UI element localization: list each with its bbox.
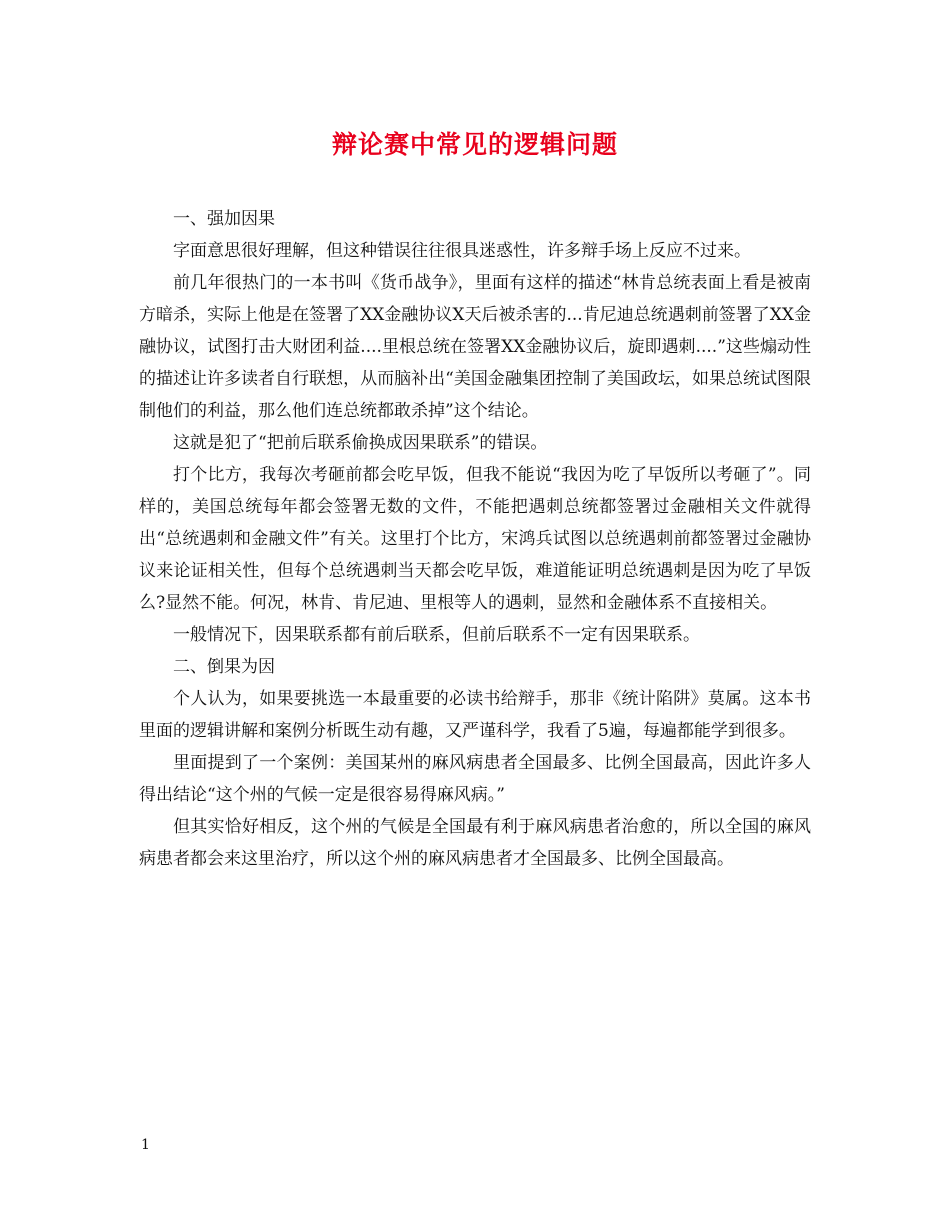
paragraph: 个人认为，如果要挑选一本最重要的必读书给辩手，那非《统计陷阱》莫属。这本书里面的逻辑讲解和案例分析既生动有趣，又严谨科学，我看了5遍，每遍都能学到很多。 xyxy=(139,689,811,741)
paragraph: 里面提到了一个案例：美国某州的麻风病患者全国最多、比例全国最高，因此许多人得出结论“这个州的气候一定是很容易得麻风病。” xyxy=(139,753,811,805)
section-heading-1: 一、强加因果 xyxy=(173,209,275,229)
section-heading-2: 二、倒果为因 xyxy=(173,657,275,677)
paragraph: 字面意思很好理解，但这种错误往往很具迷惑性，许多辩手场上反应不过来。 xyxy=(173,241,751,261)
document-title: 辩论赛中常见的逻辑问题 xyxy=(331,130,618,159)
paragraph: 前几年很热门的一本书叫《货币战争》，里面有这样的描述“林肯总统表面上看是被南方暗杀，实际上他是在签署了XX金融协议X天后被杀害的...肯尼迪总统遇刺前签署了XX金融协议，试图打击大财团利益....里根总统在签署XX金融协议后，旋即遇刺....”这些煽动性的描述让许多读者自行联想，从而脑补出“美国金融集团控制了美国政坛，如果总统试图限制他们的利益，那么他们连总统都敢杀掉”这个结论。 xyxy=(139,273,811,421)
paragraph: 打个比方，我每次考砸前都会吃早饭，但我不能说“我因为吃了早饭所以考砸了”。同样的，美国总统每年都会签署无数的文件，不能把遇刺总统都签署过金融相关文件就得出“总统遇刺和金融文件”有关。这里打个比方，宋鸿兵试图以总统遇刺前都签署过金融协议来论证相关性，但每个总统遇刺当天都会吃早饭，难道能证明总统遇刺是因为吃了早饭么?显然不能。何况，林肯、肯尼迪、里根等人的遇刺，显然和金融体系不直接相关。 xyxy=(139,465,811,613)
page-number: 1 xyxy=(141,1137,150,1153)
paragraph: 这就是犯了“把前后联系偷换成因果联系”的错误。 xyxy=(173,433,548,453)
paragraph: 一般情况下，因果联系都有前后联系，但前后联系不一定有因果联系。 xyxy=(173,625,700,645)
document-body xyxy=(139,203,811,875)
paragraph: 但其实恰好相反，这个州的气候是全国最有利于麻风病患者治愈的，所以全国的麻风病患者都会来这里治疗，所以这个州的麻风病患者才全国最多、比例全国最高。 xyxy=(139,817,811,869)
